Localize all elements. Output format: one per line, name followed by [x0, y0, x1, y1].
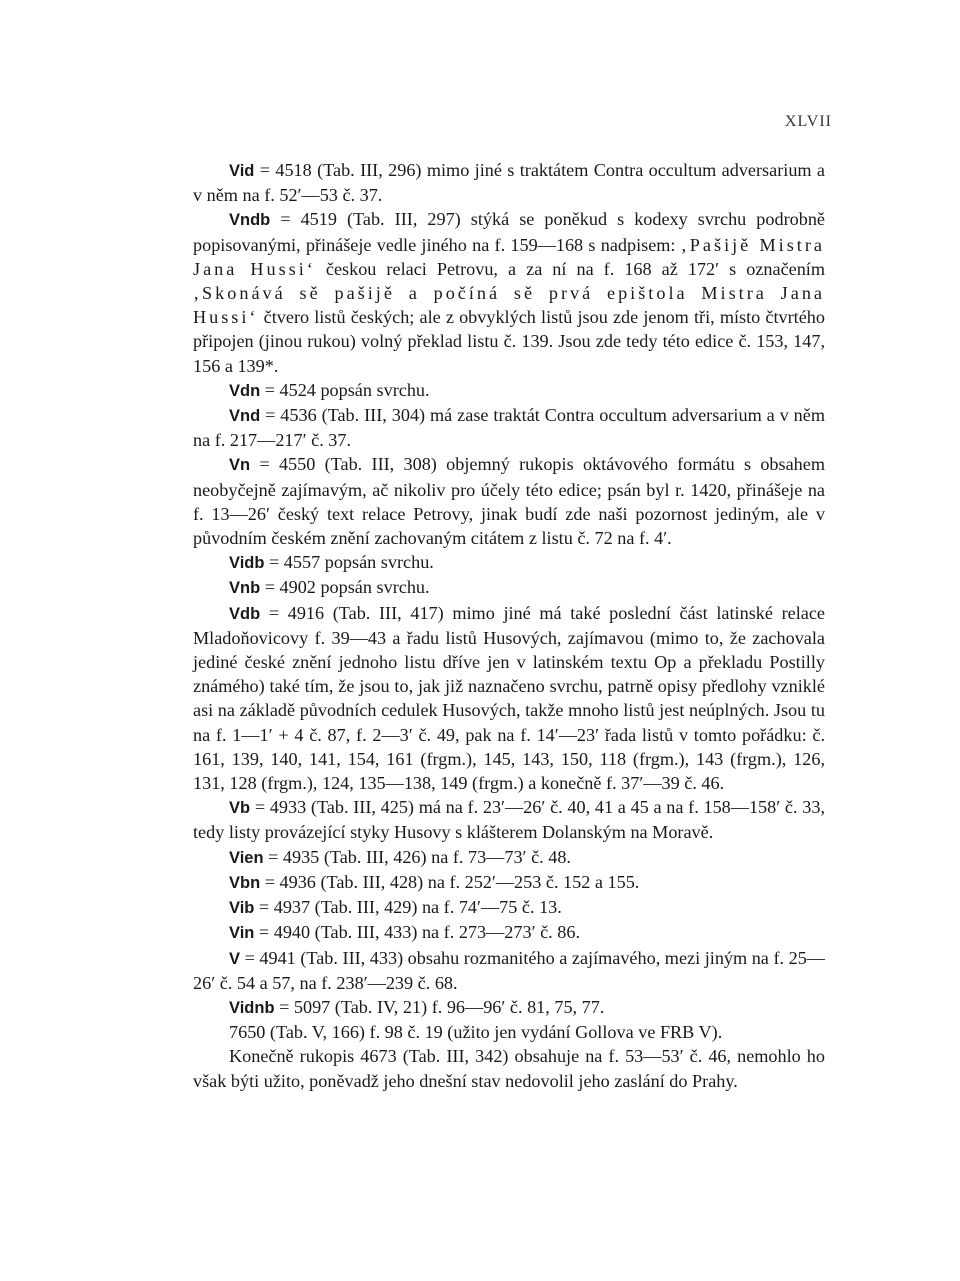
- entry-text: = 4518 (Tab. III, 296) mimo jiné s traktátem Contra occultum adversarium a v něm na f. 52′—53 č. 37.: [193, 160, 825, 206]
- closing-paragraph: Konečně rukopis 4673 (Tab. III, 342) obsahuje na f. 53—53′ č. 46, nemohlo ho však býti užito, poněvadž jeho dnešní stav nedovolil jeho zaslání do Prahy.: [193, 1046, 825, 1091]
- entry-vidnb: [193, 995, 825, 1020]
- entry-vdb: [193, 601, 825, 796]
- entry-vin: [193, 920, 825, 945]
- entry-vdn: [193, 378, 825, 403]
- page-number: XLVII: [784, 113, 832, 130]
- entry-text: = 4557 popsán svrchu.: [264, 552, 434, 573]
- siglum: Vdn: [229, 381, 261, 400]
- siglum: Vnd: [229, 407, 261, 426]
- siglum: Vbn: [229, 873, 261, 892]
- entry-text: = 4536 (Tab. III, 304) má zase traktát Contra occultum adversarium a v něm na f. 217—217′ č. 37.: [193, 405, 825, 451]
- entry-text: = 4916 (Tab. III, 417) mimo jiné má také poslední část latinské relace Mladoňovicovy f. 39—43 a řadu listů Husových, zajímavou (mimo to, že zachovala jediné české znění jednoho listu dříve jen v latinském textu Op a překladu Postilly známého) také tím, že jsou to, jak již naznačeno svrchu, patrně opisy předlohy vzniklé asi na základě původních cedulek Husových, takže mnoho listů jest neúplných. Jsou tu na f. 1—1′ + 4 č. 87, f. 2—3′ č. 49, pak na f. 14′—23′ řada listů v tomto pořádku: č. 161, 139, 140, 141, 154, 161 (frgm.), 145, 143, 150, 118 (frgm.), 143 (frgm.), 126, 131, 128 (frgm.), 124, 135—138, 149 (frgm.) a konečně f. 37′—39 č. 46.: [193, 602, 825, 794]
- siglum: Vib: [229, 899, 255, 918]
- entry-text: = 4941 (Tab. III, 433) obsahu rozmanitého a zajímavého, mezi jiným na f. 25—26′ č. 54 a 57, na f. 238′—239 č. 68.: [193, 947, 825, 993]
- entry-vb: [193, 795, 825, 844]
- siglum: Vidb: [229, 554, 265, 573]
- entry-text: = 4933 (Tab. III, 425) má na f. 23′—26′ č. 40, 41 a 45 a na f. 158—158′ č. 33, tedy listy provázející styky Husovy s klášterem Dolanským na Moravě.: [193, 797, 825, 843]
- entry-text: = 4937 (Tab. III, 429) na f. 74′—75 č. 13.: [254, 897, 562, 918]
- siglum: Vid: [229, 162, 255, 180]
- entry-text: = 4550 (Tab. III, 308) objemný rukopis oktávového formátu s obsahem neobyčejně zajímavým, ač nikoliv pro účely této edice; psán byl r. 1420, přinášeje na f. 13—26′ český text relace Petrovy, jinak budí zde naši pozornost jediným, ale v původním českém znění zachovaným citátem z listu č. 72 na f. 4′.: [193, 454, 825, 549]
- entry-vndb: [193, 207, 825, 377]
- entry-vnd: [193, 403, 825, 452]
- siglum: Vnb: [229, 579, 261, 598]
- spaced-title: ‚Pašijě Mistra Jana Hussi‘: [193, 234, 825, 279]
- entry-7650: 7650 (Tab. V, 166) f. 98 č. 19 (užito jen vydání Gollova ve FRB V).: [229, 1022, 723, 1043]
- entry-text: českou relaci Petrovu, a za ní na f. 168 až 172′ s označením: [315, 258, 826, 279]
- siglum: Vndb: [229, 211, 271, 230]
- entry-vbn: [193, 870, 825, 895]
- siglum: Vb: [229, 799, 251, 818]
- entry-text: = 4902 popsán svrchu.: [260, 577, 430, 598]
- entry-vnb: [193, 575, 825, 600]
- entry-vn: [193, 452, 825, 550]
- entry-text: = 4524 popsán svrchu.: [260, 379, 430, 400]
- entry-vid: [193, 158, 825, 207]
- siglum: Vien: [229, 848, 264, 867]
- siglum: Vdb: [229, 604, 261, 623]
- siglum: Vn: [229, 456, 251, 475]
- siglum: Vin: [229, 924, 255, 943]
- entry-vib: [193, 895, 825, 920]
- manuscript-list: [193, 158, 825, 1093]
- entry-text: = 5097 (Tab. IV, 21) f. 96—96′ č. 81, 75, 77.: [274, 996, 605, 1017]
- entry-text: = 4940 (Tab. III, 433) na f. 273—273′ č. 86.: [254, 922, 580, 943]
- siglum: V: [229, 949, 241, 968]
- entry-vien: [193, 845, 825, 870]
- entry-vidb: [193, 550, 825, 575]
- entry-text: = 4936 (Tab. III, 428) na f. 252′—253 č. 152 a 155.: [260, 871, 640, 892]
- entry-text: = 4935 (Tab. III, 426) na f. 73—73′ č. 48.: [263, 846, 571, 867]
- entry-text: čtvero listů českých; ale z obvyklých listů jsou zde jenom tři, místo čtvrtého připojen (jinou rukou) volný překlad listu č. 139. Jsou zde tedy této edice č. 153, 147, 156 a 139*.: [193, 307, 825, 376]
- entry-v: [193, 946, 825, 995]
- spaced-title: ‚Skonává sě pašijě a počíná sě prvá epištola Mistra Jana Hussi‘: [193, 283, 825, 328]
- entry-text: = 4519 (Tab. III, 297) stýká se poněkud s kodexy svrchu podrobně popisovanými, přinášeje vedle jiného na f. 159—168 s nadpisem:: [193, 209, 825, 255]
- siglum: Vidnb: [229, 998, 275, 1017]
